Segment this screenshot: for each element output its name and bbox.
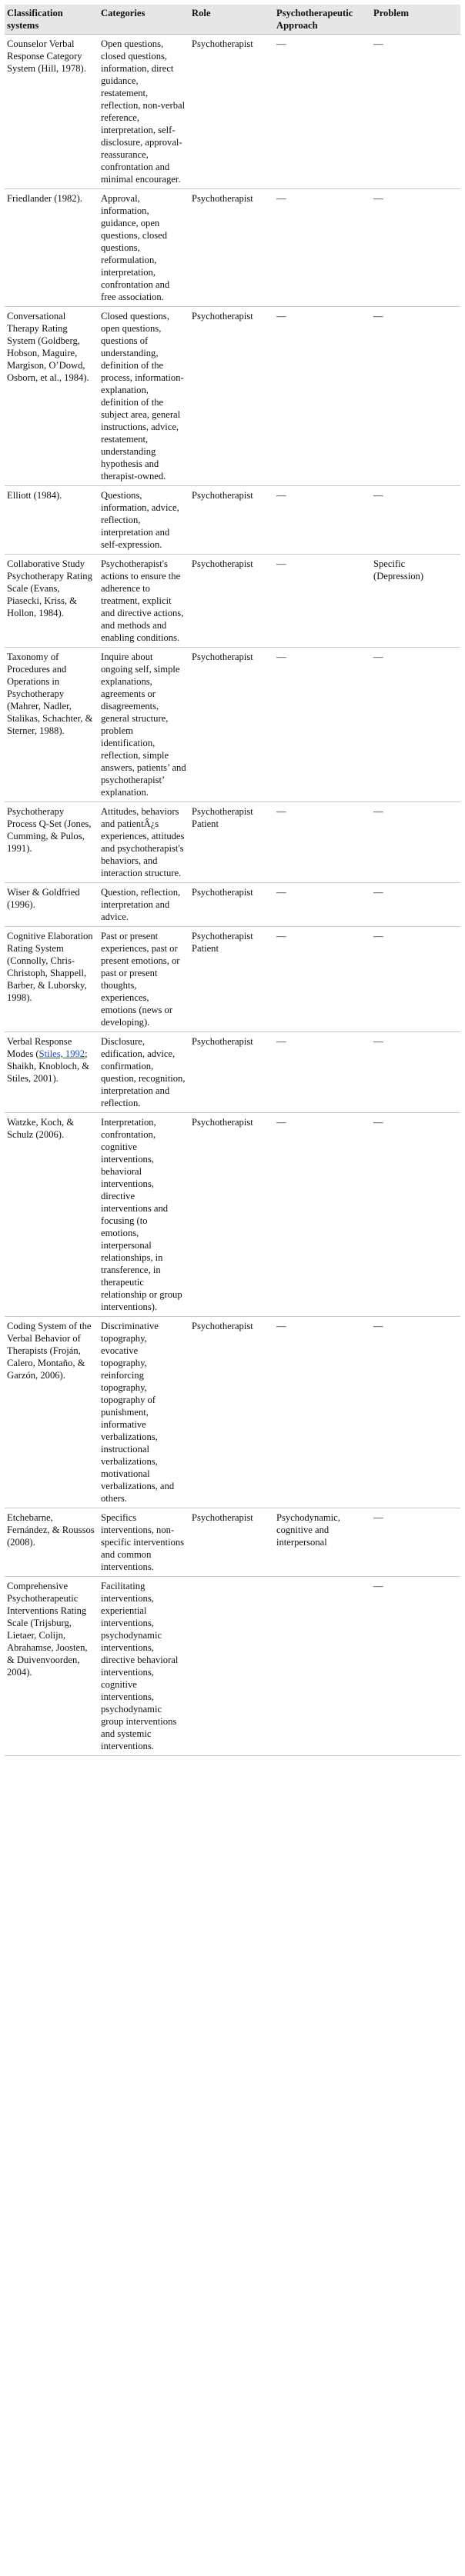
table-row (5, 1032, 460, 1113)
system-cell: Friedlander (1982). (5, 189, 99, 307)
role-cell: Psychotherapist (189, 1317, 274, 1508)
categories-cell: Disclosure, edification, advice, confirmation, question, recognition, interpretation and reflection. (99, 1032, 189, 1113)
table-row (5, 307, 460, 486)
system-cell: Taxonomy of Procedures and Operations in Psychotherapy (Mahrer, Nadler, Stalikas, Schachter, & Sterner, 1988). (5, 648, 99, 802)
system-cell: Conversational Therapy Rating System (Goldberg, Hobson, Maguire, Margison, O’Dowd, Osborn, et al., 1984). (5, 307, 99, 486)
approach-cell (274, 1577, 371, 1756)
approach-cell: — (274, 486, 371, 555)
problem-cell: Specific (Depression) (371, 555, 460, 648)
table-row (5, 189, 460, 307)
system-cell: Counselor Verbal Response Category System (Hill, 1978). (5, 35, 99, 189)
table-row (5, 648, 460, 802)
role-cell: Psychotherapist (189, 35, 274, 189)
system-cell: Coding System of the Verbal Behavior of Therapists (Froján, Calero, Montaño, & Garzón, 2006). (5, 1317, 99, 1508)
approach-cell: — (274, 555, 371, 648)
role-cell: Psychotherapist Patient (189, 802, 274, 883)
system-cell: Watzke, Koch, & Schulz (2006). (5, 1113, 99, 1317)
system-cell: Elliott (1984). (5, 486, 99, 555)
role-cell: Psychotherapist (189, 189, 274, 307)
categories-cell: Specifics interventions, non-specific interventions and common interventions. (99, 1508, 189, 1577)
categories-cell: Discriminative topography, evocative topography, reinforcing topography, topography of punishment, informative verbalizations, instructional verbalizations, motivational verbalizations, and others. (99, 1317, 189, 1508)
problem-cell: — (371, 883, 460, 927)
role-cell: Psychotherapist (189, 648, 274, 802)
table-header (5, 5, 460, 35)
system-cell: Etchebarne, Fernández, & Roussos (2008). (5, 1508, 99, 1577)
categories-cell: Attitudes, behaviors and patientÂ¿s experiences, attitudes and psychotherapist's behaviors, and interaction structure. (99, 802, 189, 883)
role-cell: Psychotherapist (189, 486, 274, 555)
approach-cell: — (274, 1317, 371, 1508)
system-cell: Cognitive Elaboration Rating System (Connolly, Chris-Christoph, Shappell, Barber, & Luborsky, 1998). (5, 927, 99, 1032)
header-categories: Categories (99, 5, 189, 35)
table-row (5, 1577, 460, 1756)
approach-cell: — (274, 35, 371, 189)
classification-table (5, 5, 460, 1756)
categories-cell: Question, reflection, interpretation and advice. (99, 883, 189, 927)
problem-cell: — (371, 802, 460, 883)
categories-cell: Psychotherapist's actions to ensure the adherence to treatment, explicit and directive actions, and methods and enabling conditions. (99, 555, 189, 648)
system-cell: Comprehensive Psychotherapeutic Interventions Rating Scale (Trijsburg, Lietaer, Colijn, Abrahamse, Joosten, & Duivenvoorden, 2004). (5, 1577, 99, 1756)
approach-cell: — (274, 883, 371, 927)
approach-cell: — (274, 927, 371, 1032)
table-body (5, 35, 460, 1756)
system-cell (5, 1032, 99, 1113)
table-row (5, 883, 460, 927)
header-classification: Classification systems (5, 5, 99, 35)
table-row (5, 555, 460, 648)
table-row (5, 486, 460, 555)
approach-cell: Psychodynamic, cognitive and interpersonal (274, 1508, 371, 1577)
table-row (5, 927, 460, 1032)
categories-cell: Past or present experiences, past or present emotions, or past or present thoughts, experiences, emotions (news or developing). (99, 927, 189, 1032)
table-row (5, 802, 460, 883)
approach-cell: — (274, 1113, 371, 1317)
system-text-before: Verbal Response Modes ( (7, 1036, 72, 1059)
system-cell: Psychotherapy Process Q-Set (Jones, Cumming, & Pulos, 1991). (5, 802, 99, 883)
table-row (5, 1508, 460, 1577)
header-role: Role (189, 5, 274, 35)
system-cell: Collaborative Study Psychotherapy Rating Scale (Evans, Piasecki, Kriss, & Hollon, 1984). (5, 555, 99, 648)
approach-cell: — (274, 307, 371, 486)
categories-cell: Approval, information, guidance, open questions, closed questions, reformulation, interpretation, confrontation and free association. (99, 189, 189, 307)
system-text-after: ; Shaikh, Knobloch, & Stiles, 2001). (7, 1048, 90, 1084)
problem-cell: — (371, 189, 460, 307)
problem-cell: — (371, 648, 460, 802)
citation-link[interactable]: Stiles, 1992 (38, 1048, 85, 1059)
role-cell: Psychotherapist (189, 883, 274, 927)
role-cell: Psychotherapist (189, 307, 274, 486)
role-cell: Psychotherapist Patient (189, 927, 274, 1032)
categories-cell: Inquire about ongoing self, simple explanations, agreements or disagreements, general structure, problem identification, reflection, simple answers, patients’ and psychotherapist’ explanation. (99, 648, 189, 802)
problem-cell: — (371, 486, 460, 555)
problem-cell: — (371, 1577, 460, 1756)
problem-cell: — (371, 1032, 460, 1113)
categories-cell: Closed questions, open questions, questions of understanding, definition of the process, information-explanation, definition of the subject area, general instructions, advice, restatement, understanding hypothesis and therapist-owned. (99, 307, 189, 486)
header-row (5, 5, 460, 35)
problem-cell: — (371, 35, 460, 189)
table-row (5, 1113, 460, 1317)
categories-cell: Questions, information, advice, reflection, interpretation and self-expression. (99, 486, 189, 555)
role-cell: Psychotherapist (189, 1113, 274, 1317)
approach-cell: — (274, 802, 371, 883)
problem-cell: — (371, 927, 460, 1032)
categories-cell: Facilitating interventions, experiential interventions, psychodynamic interventions, directive behavioral interventions, cognitive interventions, psychodynamic group interventions and systemic interventions. (99, 1577, 189, 1756)
categories-cell: Open questions, closed questions, information, direct guidance, restatement, reflection, non-verbal reference, interpretation, self-disclosure, approval-reassurance, confrontation and minimal encourager. (99, 35, 189, 189)
system-cell: Wiser & Goldfried (1996). (5, 883, 99, 927)
problem-cell: — (371, 307, 460, 486)
role-cell: Psychotherapist (189, 1508, 274, 1577)
table-row (5, 35, 460, 189)
header-problem: Problem (371, 5, 460, 35)
header-approach: Psychotherapeutic Approach (274, 5, 371, 35)
table-row (5, 1317, 460, 1508)
role-cell: Psychotherapist (189, 555, 274, 648)
problem-cell: — (371, 1508, 460, 1577)
approach-cell: — (274, 648, 371, 802)
role-cell: Psychotherapist (189, 1032, 274, 1113)
approach-cell: — (274, 1032, 371, 1113)
approach-cell: — (274, 189, 371, 307)
problem-cell: — (371, 1113, 460, 1317)
categories-cell: Interpretation, confrontation, cognitive interventions, behavioral interventions, directive interventions and focusing (to emotions, interpersonal relationships, in transference, in therapeutic relationship or group interventions). (99, 1113, 189, 1317)
role-cell (189, 1577, 274, 1756)
problem-cell: — (371, 1317, 460, 1508)
